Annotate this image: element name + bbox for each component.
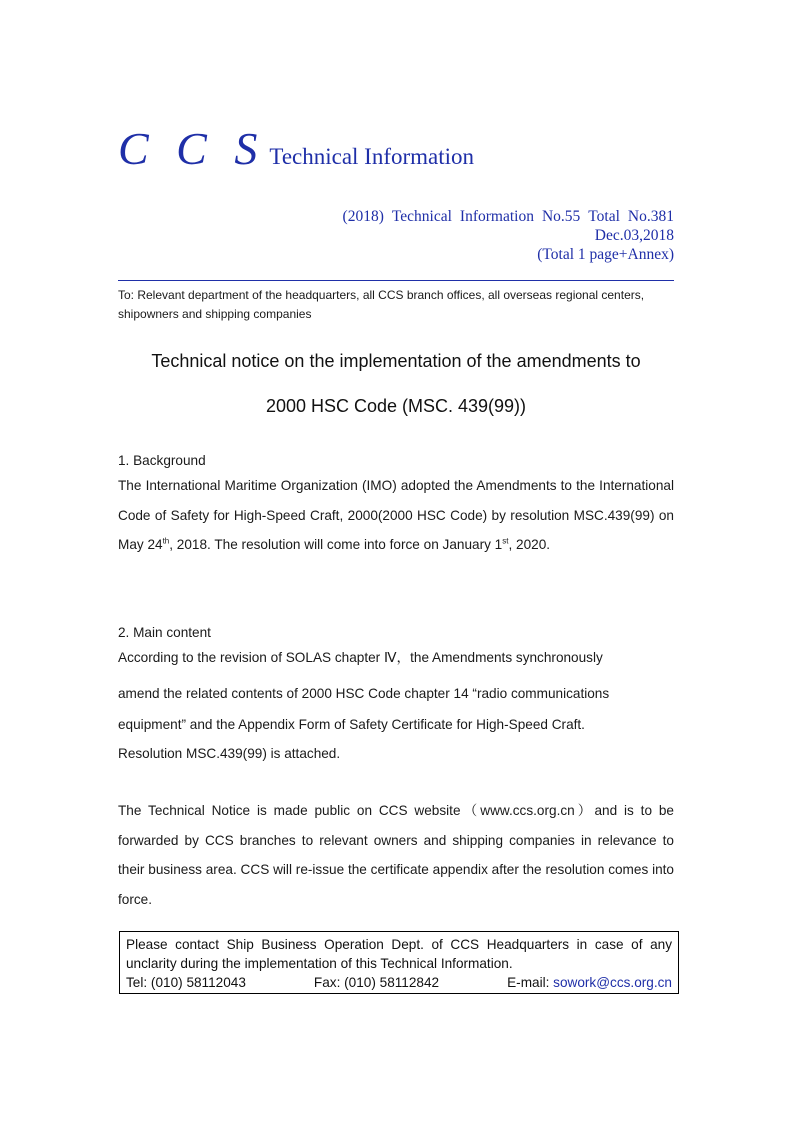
page-count: (Total 1 page+Annex)	[537, 246, 674, 263]
contact-email-group	[507, 973, 672, 992]
recipients: To: Relevant department of the headquarters, all CCS branch offices, all overseas regional centers, shipowners and shipping companies	[118, 288, 645, 321]
notice-section	[118, 796, 674, 915]
contact-fax: Fax: (010) 58112842	[313, 975, 440, 990]
contact-email-link[interactable]: sowork@ccs.org.cn	[553, 975, 672, 990]
main-content-line: According to the revision of SOLAS chapter Ⅳ，the Amendments synchronously	[118, 650, 603, 665]
notice-title-line2: 2000 HSC Code (MSC. 439(99))	[265, 396, 527, 416]
logo-text: Technical Information	[269, 144, 475, 169]
main-content-line: equipment” and the Appendix Form of Safety Certificate for High-Speed Craft.	[118, 717, 585, 732]
main-content-heading: 2. Main content	[118, 625, 211, 640]
main-content-paragraph	[118, 643, 674, 768]
notice-paragraph: The Technical Notice is made public on CCS website（www.ccs.org.cn）and is to be forwarded by CCS branches to relevant owners and shipping companies in relevance to their business area. CCS will re-issue the certificate appendix after the resolution comes into force.	[118, 803, 674, 908]
logo-mark: C C S	[118, 123, 266, 174]
background-paragraph: The International Maritime Organization (IMO) adopted the Amendments to the International Code of Safety for High-Speed Craft, 2000(2000 HSC Code) by resolution MSC.439(99) on May 24th, 2018. The resolution will come into force on January 1st, 2020.	[118, 478, 674, 553]
contact-details	[126, 973, 672, 992]
contact-box	[119, 931, 679, 994]
main-content-line: amend the related contents of 2000 HSC Code chapter 14 “radio communications	[118, 686, 610, 701]
background-heading: 1. Background	[118, 453, 206, 468]
issue-number: (2018) Technical Information No.55 Total No.381	[342, 208, 674, 225]
contact-email-label: E-mail:	[507, 975, 554, 990]
contact-tel: Tel: (010) 58112043	[126, 975, 246, 990]
header-divider	[118, 280, 674, 281]
issue-date: Dec.03,2018	[594, 227, 674, 244]
document-meta	[343, 207, 674, 264]
background-section	[118, 451, 674, 560]
main-content-line: Resolution MSC.439(99) is attached.	[118, 746, 341, 761]
contact-text: Please contact Ship Business Operation Dept. of CCS Headquarters in case of any unclarity during the implementation of this Technical Information.	[126, 937, 672, 971]
main-content-section	[118, 623, 674, 768]
logo	[118, 122, 474, 175]
notice-title-line1: Technical notice on the implementation of the amendments to	[151, 351, 641, 371]
